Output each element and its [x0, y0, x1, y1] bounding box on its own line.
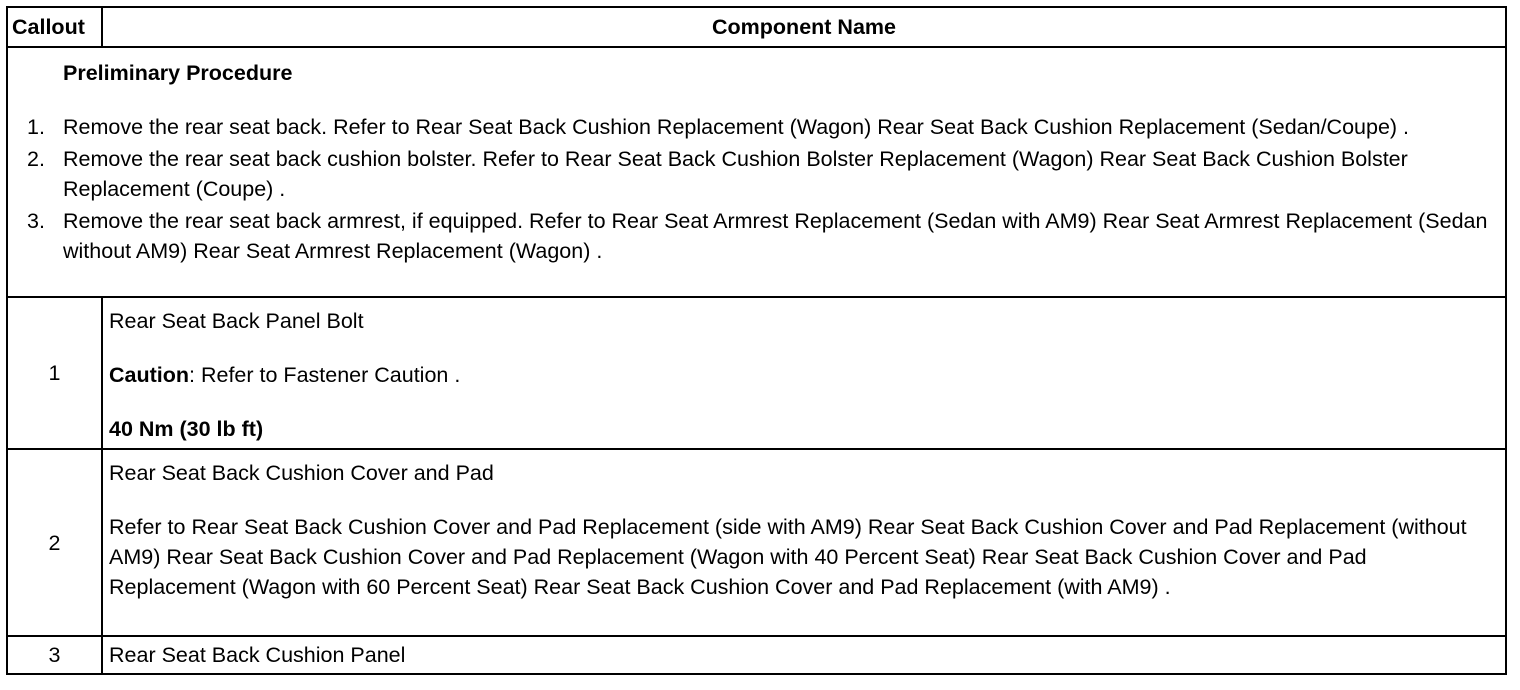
- callout-number: 1: [7, 297, 102, 449]
- caution-label: Caution: [109, 363, 190, 387]
- procedure-step: [8, 112, 1505, 142]
- component-name: Rear Seat Back Cushion Cover and Pad: [109, 461, 494, 485]
- table-row: [7, 297, 1506, 449]
- component-name-header: Component Name: [102, 7, 1506, 47]
- procedure-step: [8, 206, 1505, 266]
- component-name: Rear Seat Back Cushion Panel: [102, 636, 1506, 674]
- step-text: Remove the rear seat back. Refer to Rear Seat Back Cushion Replacement (Wagon) Rear Seat Back Cushion Replacement (Sedan/Coupe) .: [63, 115, 1410, 139]
- step-text: Remove the rear seat back armrest, if equipped. Refer to Rear Seat Armrest Replacement (Sedan with AM9) Rear Seat Armrest Replacement (Sedan without AM9) Rear Seat Armrest Replacement (Wagon) .: [63, 209, 1488, 263]
- component-table: [6, 6, 1507, 675]
- callout-number: 2: [7, 449, 102, 636]
- component-cell: [102, 297, 1506, 449]
- step-number: 2.: [27, 147, 45, 171]
- preliminary-title: Preliminary Procedure: [63, 61, 293, 85]
- callout-header: Callout: [7, 7, 102, 47]
- step-text: Remove the rear seat back cushion bolster. Refer to Rear Seat Back Cushion Bolster Replacement (Wagon) Rear Seat Back Cushion Bolster Replacement (Coupe) .: [63, 147, 1408, 201]
- step-number: 1.: [27, 115, 45, 139]
- procedure-step: [8, 144, 1505, 204]
- step-number: 3.: [27, 209, 45, 233]
- preliminary-cell: [7, 47, 1506, 297]
- reference-note: Refer to Rear Seat Back Cushion Cover and Pad Replacement (side with AM9) Rear Seat Back Cushion Cover and Pad Replacement (without AM9) Rear Seat Back Cushion Cover and Pad Replacement (Wagon with 40 Percent Seat) Rear Seat Back Cushion Cover and Pad Replacement (Wagon with 60 Percent Seat) Rear Seat Back Cushion Cover and Pad Replacement (with AM9) .: [109, 515, 1467, 599]
- component-name: Rear Seat Back Panel Bolt: [109, 309, 364, 333]
- table-row: [7, 449, 1506, 636]
- caution-text: : Refer to Fastener Caution .: [189, 363, 461, 387]
- table-row: [7, 636, 1506, 674]
- header-row: [7, 7, 1506, 47]
- torque-spec: 40 Nm (30 lb ft): [109, 417, 264, 441]
- callout-number: 3: [7, 636, 102, 674]
- preliminary-row: [7, 47, 1506, 297]
- caution-note: [109, 360, 1497, 390]
- component-cell: [102, 449, 1506, 636]
- procedure-steps: [8, 112, 1505, 266]
